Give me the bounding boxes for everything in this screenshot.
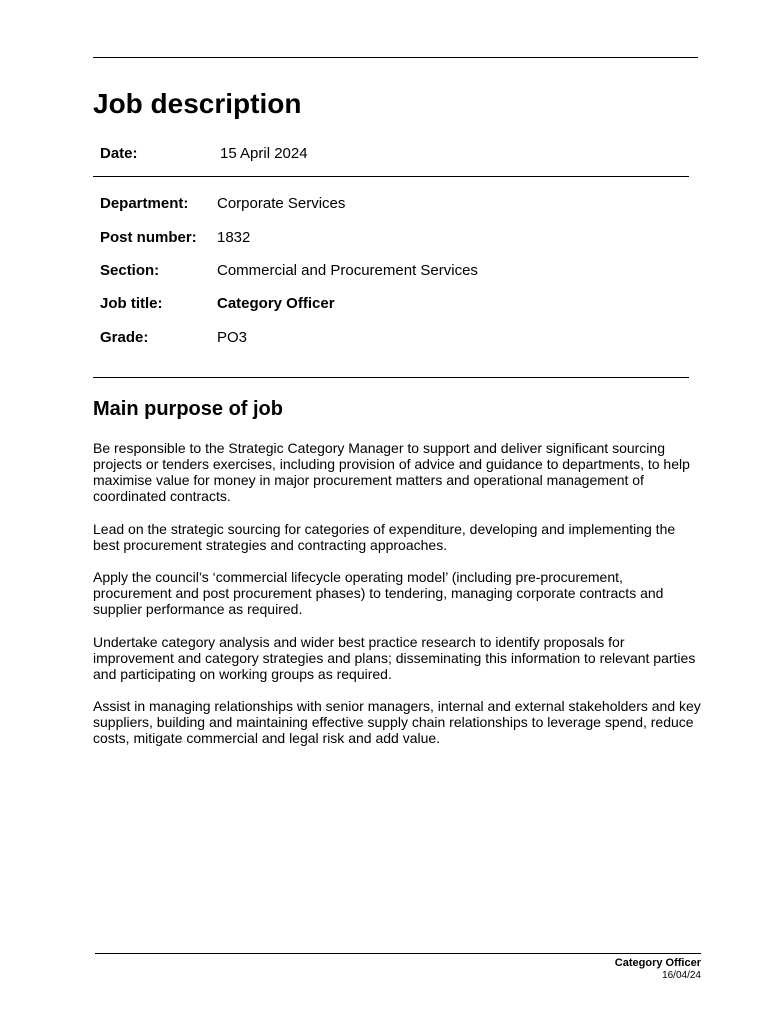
header-rule bbox=[93, 57, 698, 58]
field-row-post-number bbox=[100, 228, 251, 248]
document-title: Job description bbox=[93, 88, 302, 119]
footer-date: 16/04/24 bbox=[662, 970, 701, 981]
date-label: Date: bbox=[100, 145, 138, 162]
paragraph: Undertake category analysis and wider best practice research to identify proposals for improvement and category strategies and plans; disseminating this information to relevant parties and participating on working groups as required. bbox=[93, 634, 696, 682]
field-value: Category Officer bbox=[217, 295, 335, 312]
field-label: Grade: bbox=[100, 329, 149, 346]
footer-rule bbox=[95, 953, 701, 954]
field-value: 1832 bbox=[217, 229, 251, 246]
paragraph: Assist in managing relationships with senior managers, internal and external stakeholders and key suppliers, building and maintaining effective supply chain relationships to leverage spend, reduce costs, mitigate commercial and legal risk and add value. bbox=[93, 698, 701, 746]
field-label: Section: bbox=[100, 262, 160, 279]
field-label: Department: bbox=[100, 195, 189, 212]
paragraph: Apply the council’s ‘commercial lifecycle operating model’ (including pre-procurement, procurement and post procurement phases) to tendering, managing corporate contracts and supplier performance as required. bbox=[93, 569, 664, 617]
divider-rule bbox=[93, 377, 689, 378]
footer-title: Category Officer bbox=[614, 957, 701, 969]
field-label: Post number: bbox=[100, 229, 197, 246]
field-row-section bbox=[100, 261, 478, 281]
field-value: Commercial and Procurement Services bbox=[217, 262, 478, 279]
paragraph: Lead on the strategic sourcing for categories of expenditure, developing and implementing the best procurement strategies and contracting approaches. bbox=[93, 521, 676, 553]
field-value: Corporate Services bbox=[217, 195, 346, 212]
field-row-grade bbox=[100, 328, 248, 348]
paragraph: Be responsible to the Strategic Category Manager to support and deliver significant sourcing projects or tenders exercises, including provision of advice and guidance to departments, to help maximise value for money in major procurement matters and operational management of coordinated contracts. bbox=[93, 440, 690, 504]
field-label: Job title: bbox=[100, 295, 163, 312]
date-row bbox=[100, 144, 308, 164]
divider-rule bbox=[93, 176, 689, 177]
field-row-job-title bbox=[100, 294, 335, 314]
date-value: 15 April 2024 bbox=[220, 145, 308, 162]
field-row-department bbox=[100, 194, 346, 214]
section-heading: Main purpose of job bbox=[93, 398, 283, 420]
field-value: PO3 bbox=[217, 329, 248, 346]
